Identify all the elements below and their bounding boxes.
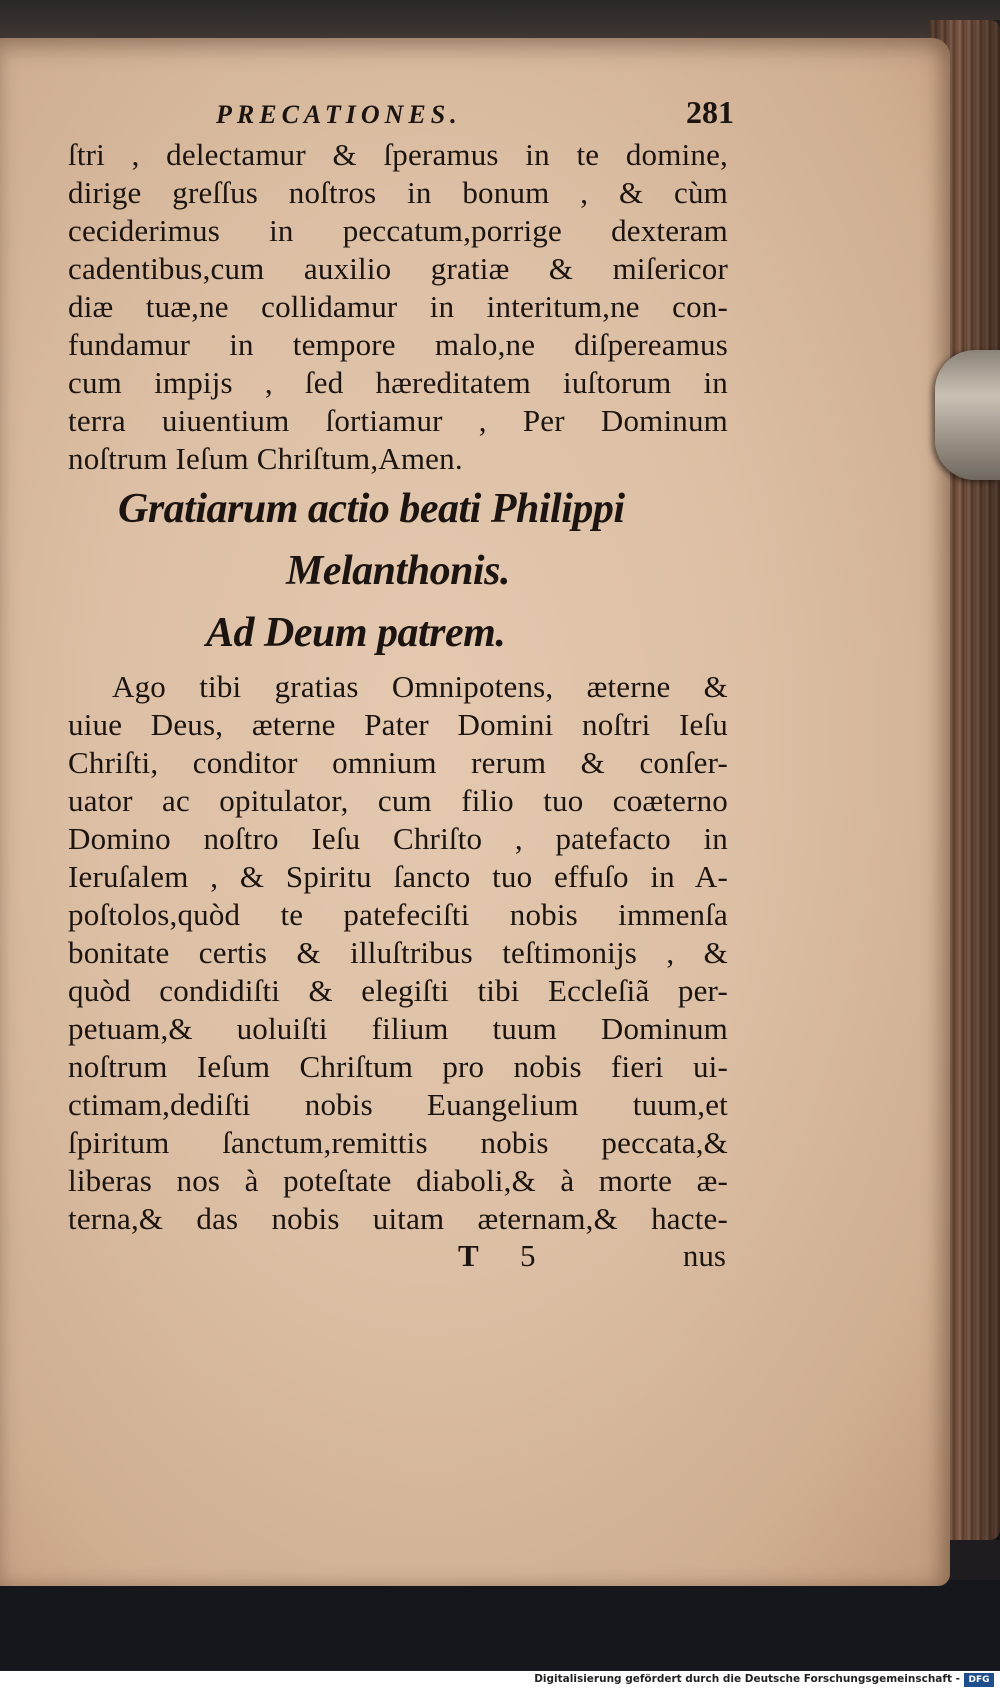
text-line: petuam,& uoluiſti filium tuum Dominum bbox=[68, 1011, 728, 1046]
page-header bbox=[68, 92, 734, 136]
text-line: ctimam,dediſti nobis Euangelium tuum,et bbox=[68, 1087, 728, 1122]
text-line: Ieruſalem , & Spiritu ſancto tuo effuſo in A- bbox=[68, 859, 728, 894]
text-line: bonitate certis & illuſtribus teſtimonijs , & bbox=[68, 935, 728, 970]
running-head: PRECATIONES. bbox=[216, 100, 462, 129]
catchword: nus bbox=[682, 1238, 726, 1273]
text-line: poſtolos,quòd te patefeciſti nobis immenſa bbox=[68, 897, 728, 932]
page-text bbox=[68, 92, 734, 1278]
text-line: terra uiuentium ſortiamur , Per Dominum bbox=[68, 403, 728, 438]
text-block-body bbox=[68, 668, 728, 1238]
section-subheading: Ad Deum patrem. bbox=[206, 610, 506, 656]
dfg-logo: DFG bbox=[964, 1673, 994, 1687]
section-heading: Gratiarum actio beati Philippi bbox=[118, 486, 625, 532]
page-number: 281 bbox=[686, 94, 734, 130]
text-line: fundamur in tempore malo,ne diſpereamus bbox=[68, 327, 728, 362]
text-line: dirige greſſus noſtros in bonum , & cùm bbox=[68, 175, 728, 210]
text-block-top bbox=[68, 136, 728, 478]
signature-mark: T bbox=[458, 1238, 479, 1273]
section-heading-author: Melanthonis. bbox=[286, 548, 510, 594]
scanner-background bbox=[0, 1580, 1000, 1670]
text-line: terna,& das nobis uitam æternam,& hacte- bbox=[68, 1201, 728, 1236]
text-line: ſtri , delectamur & ſperamus in te domine, bbox=[68, 137, 728, 172]
text-line: Chriſti, conditor omnium rerum & conſer- bbox=[68, 745, 728, 780]
text-line: Domino noſtro Ieſu Chriſto , patefacto in bbox=[68, 821, 728, 856]
text-line: cum impijs , ſed hæreditatem iuſtorum in bbox=[68, 365, 728, 400]
text-line: ceciderimus in peccatum,porrige dexteram bbox=[68, 213, 728, 248]
text-line: ſpiritum ſanctum,remittis nobis peccata,& bbox=[68, 1125, 728, 1160]
signature-line bbox=[68, 1238, 728, 1278]
digitization-credit: Digitalisierung gefördert durch die Deutsche Forschungsgemeinschaft - bbox=[534, 1673, 960, 1685]
text-line: liberas nos à poteſtate diaboli,& à morte æ- bbox=[68, 1163, 728, 1198]
text-line: diæ tuæ,ne collidamur in interitum,ne con- bbox=[68, 289, 728, 324]
book-clasp bbox=[935, 350, 1000, 480]
text-line: quòd condidiſti & elegiſti tibi Eccleſiã per- bbox=[68, 973, 728, 1008]
text-line: uiue Deus, æterne Pater Domini noſtri Ieſu bbox=[68, 707, 728, 742]
text-line: uator ac opitulator, cum filio tuo coæterno bbox=[68, 783, 728, 818]
text-line: Ago tibi gratias Omnipotens, æterne & bbox=[112, 669, 728, 704]
text-line: noſtrum Ieſum Chriſtum,Amen. bbox=[68, 441, 463, 476]
signature-number: 5 bbox=[520, 1238, 536, 1273]
text-line: noſtrum Ieſum Chriſtum pro nobis fieri ui- bbox=[68, 1049, 728, 1084]
text-line: cadentibus,cum auxilio gratiæ & miſericor bbox=[68, 251, 728, 286]
